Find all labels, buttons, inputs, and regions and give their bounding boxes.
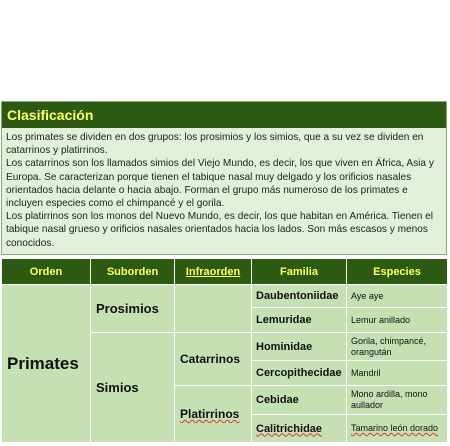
suborden-cell-simios: Simios (91, 333, 175, 443)
especies-cell: Mono ardilla, mono aullador (347, 386, 448, 415)
classification-text (2, 128, 446, 250)
especies-cell: Gorila, chimpancé, orangután (347, 333, 448, 361)
header-infraorden[interactable]: Infraorden (175, 259, 252, 285)
especies-cell (347, 415, 448, 443)
familia-cell: Daubentoniidae (252, 285, 347, 308)
classification-title: Clasificación (2, 102, 446, 128)
classification-table (1, 258, 448, 443)
tamarino-label: Tamarino león dorado (351, 423, 439, 433)
familia-cell: Lemuridae (252, 308, 347, 333)
infraorden-cell-platirrinos (175, 386, 252, 443)
familia-cell: Hominidae (252, 333, 347, 361)
header-orden: Orden (2, 259, 91, 285)
classification-box (1, 101, 447, 255)
table-row (2, 285, 448, 308)
infraorden-cell-empty (175, 285, 252, 333)
familia-cell: Cebidae (252, 386, 347, 415)
suborden-cell-prosimios: Prosimios (91, 285, 175, 333)
especies-cell: Aye aye (347, 285, 448, 308)
especies-cell: Mandril (347, 361, 448, 386)
header-familia: Familia (252, 259, 347, 285)
paragraph-platirrinos: Los platirrinos son los monos del Nuevo Mundo, es decir, los que habitan en América. Tienen el tabique nasal grueso y orificios nasales orientados hacia los lados. Son más escasos y menos conocidos. (6, 211, 433, 249)
header-especies: Especies (347, 259, 448, 285)
header-suborden: Suborden (91, 259, 175, 285)
paragraph-catarrinos: Los catarrinos son los llamados simios del Viejo Mundo, es decir, los que viven en África, Asia y Europa. Se caracterizan porque tienen el tabique nasal muy delgado y los orificios nasales orientados hacia delante o hacia abajo. Forman el grupo más numeroso de los primates e incluyen especies como el chimpancé y el gorila. (6, 158, 434, 210)
especies-cell: Lemur anillado (347, 308, 448, 333)
orden-cell: Primates (2, 285, 91, 443)
familia-cell (252, 415, 347, 443)
familia-cell: Cercopithecidae (252, 361, 347, 386)
table-header-row (2, 259, 448, 285)
paragraph-groups: Los primates se dividen en dos grupos: los prosimios y los simios, que a su vez se dividen en catarrinos y platirrinos. (6, 132, 424, 157)
platirrinos-label: Platirrinos (180, 407, 240, 421)
infraorden-cell-catarrinos: Catarrinos (175, 333, 252, 386)
calitrichidae-label: Calitrichidae (256, 422, 323, 435)
